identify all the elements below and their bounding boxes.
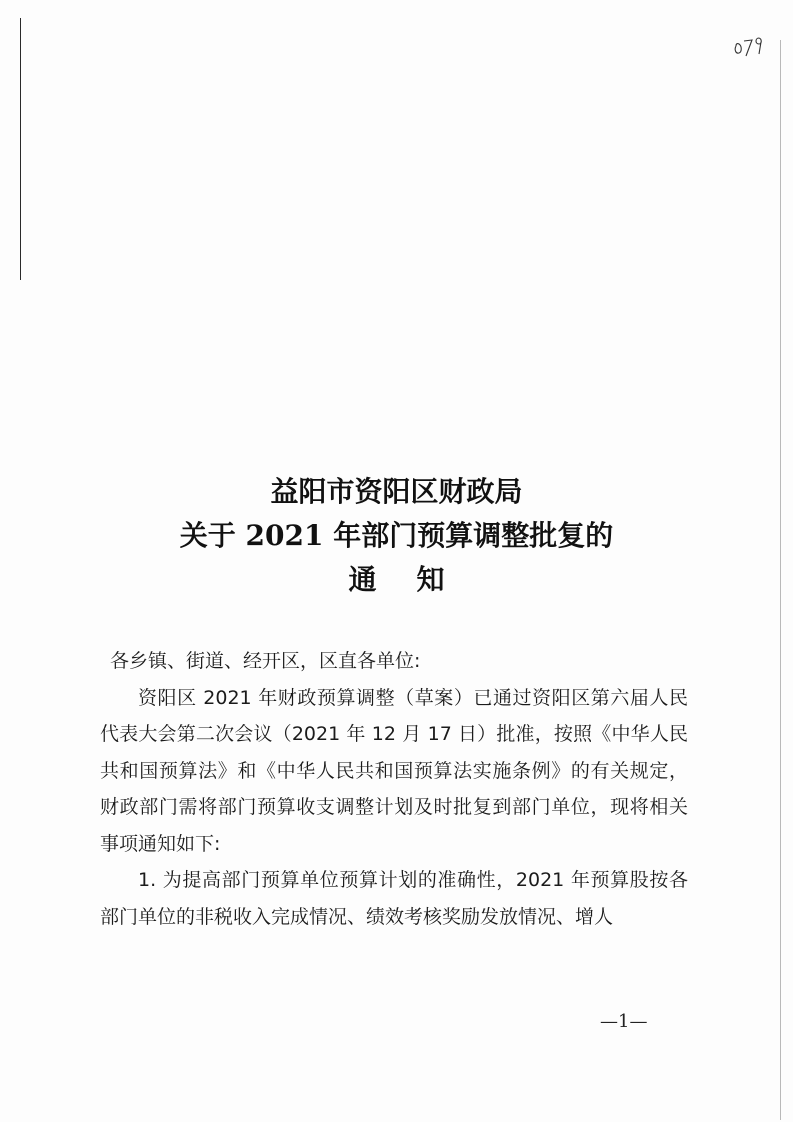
scan-edge-line bbox=[20, 18, 21, 280]
document-title bbox=[0, 470, 793, 602]
handwritten-mark bbox=[733, 32, 767, 62]
title-line-subject: 关于 2021 年部门预算调整批复的 bbox=[179, 519, 614, 552]
salutation: 各乡镇、街道、经开区，区直各单位: bbox=[110, 650, 421, 672]
title-line-issuer: 益阳市资阳区财政局 bbox=[270, 475, 523, 508]
title-line-notice: 通知 bbox=[348, 563, 485, 596]
body-paragraph: 1. 为提高部门预算单位预算计划的准确性，2021 年预算股按各部门单位的非税收入完成情况、绩效考核奖励发放情况、增人 bbox=[100, 869, 688, 928]
document-body bbox=[100, 643, 688, 935]
body-paragraph: 资阳区 2021 年财政预算调整（草案）已通过资阳区第六届人民代表大会第二次会议（2021 年 12 月 17 日）批准，按照《中华人民共和国预算法》和《中华人民共和国预算法实施条例》的有关规定，财政部门需将部门预算收支调整计划及时批复到部门单位，现将相关事项通知如下: bbox=[100, 686, 688, 855]
page-number: —1— bbox=[600, 1011, 648, 1032]
